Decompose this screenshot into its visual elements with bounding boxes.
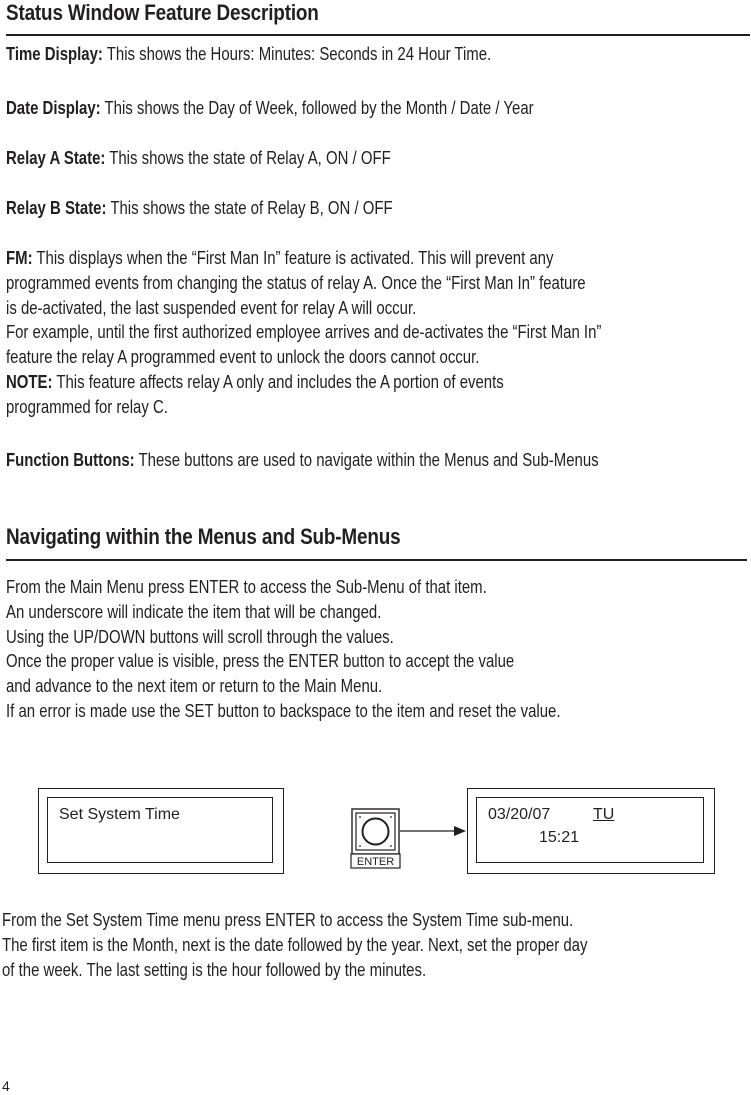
lcd-screen-set-system-time <box>38 788 284 874</box>
date-display-label: Date Display: <box>6 98 101 118</box>
nav-line: and advance to the next item or return to the Main Menu. <box>6 676 383 697</box>
date-display-paragraph <box>6 96 534 121</box>
fm-text-line1: This displays when the “First Man In” feature is activated. This will prevent any <box>32 248 554 268</box>
section-rule <box>6 559 747 561</box>
navigation-instructions <box>6 575 560 724</box>
time-display-label: Time Display: <box>6 44 103 64</box>
relay-b-label: Relay B State: <box>6 198 107 218</box>
relay-b-paragraph <box>6 196 393 221</box>
section-rule <box>6 34 750 36</box>
nav-line: Using the UP/DOWN buttons will scroll through the values. <box>6 626 394 647</box>
nav-line: From the Main Menu press ENTER to access the Sub-Menu of that item. <box>6 577 487 597</box>
fm-label: FM: <box>6 248 33 268</box>
enter-button-diagram <box>348 805 468 871</box>
lcd-day-text: TU <box>593 806 615 823</box>
section-title-status-window: Status Window Feature Description <box>6 0 319 25</box>
time-display-paragraph <box>6 42 491 67</box>
relay-a-paragraph <box>6 146 391 171</box>
nav-line: If an error is made use the SET button to backspace to the item and reset the value. <box>6 700 561 721</box>
time-display-text: This shows the Hours: Minutes: Seconds in 24 Hour Time. <box>102 44 492 64</box>
system-time-instructions <box>2 908 587 982</box>
function-buttons-text: These buttons are used to navigate within the Menus and Sub-Menus <box>134 450 599 470</box>
lcd-date-text: 03/20/07 <box>488 806 551 823</box>
note-label: NOTE: <box>6 371 53 392</box>
lcd-time-text: 15:21 <box>539 829 580 846</box>
system-time-line: From the Set System Time menu press ENTER to access the System Time sub-menu. <box>2 910 574 930</box>
fm-text-line4: For example, until the first authorized employee arrives and de-activates the “First Man In” <box>6 322 602 343</box>
fm-paragraph <box>6 246 601 420</box>
lcd-screen-inner <box>476 797 704 863</box>
arrow-right-icon <box>400 826 466 836</box>
lcd-menu-text: Set System Time <box>59 806 180 823</box>
section-title-navigating: Navigating within the Menus and Sub-Menus <box>6 524 401 549</box>
function-buttons-label: Function Buttons: <box>6 450 135 470</box>
system-time-line: of the week. The last setting is the hour followed by the minutes. <box>2 959 427 980</box>
page-number: 4 <box>2 1078 10 1094</box>
relay-b-text: This shows the state of Relay B, ON / OFF <box>106 198 393 218</box>
lcd-screen-inner <box>47 797 273 863</box>
relay-a-label: Relay A State: <box>6 148 106 168</box>
function-buttons-paragraph <box>6 448 599 473</box>
lcd-screen-system-time <box>467 788 715 874</box>
fm-text-line2: programmed events from changing the status of relay A. Once the “First Man In” feature <box>6 272 586 293</box>
system-time-line: The first item is the Month, next is the date followed by the year. Next, set the proper day <box>2 934 588 955</box>
nav-line: An underscore will indicate the item that will be changed. <box>6 601 382 622</box>
fm-text-line3: is de-activated, the last suspended event for relay A will occur. <box>6 297 417 318</box>
enter-button-label: ENTER <box>356 856 395 868</box>
fm-text-line5: feature the relay A programmed event to unlock the doors cannot occur. <box>6 347 480 368</box>
note-text-line2: programmed for relay C. <box>6 396 168 417</box>
relay-a-text: This shows the state of Relay A, ON / OFF <box>105 148 391 168</box>
note-text-line1: This feature affects relay A only and includes the A portion of events <box>52 371 504 392</box>
nav-line: Once the proper value is visible, press the ENTER button to accept the value <box>6 651 515 672</box>
date-display-text: This shows the Day of Week, followed by the Month / Date / Year <box>100 98 534 118</box>
